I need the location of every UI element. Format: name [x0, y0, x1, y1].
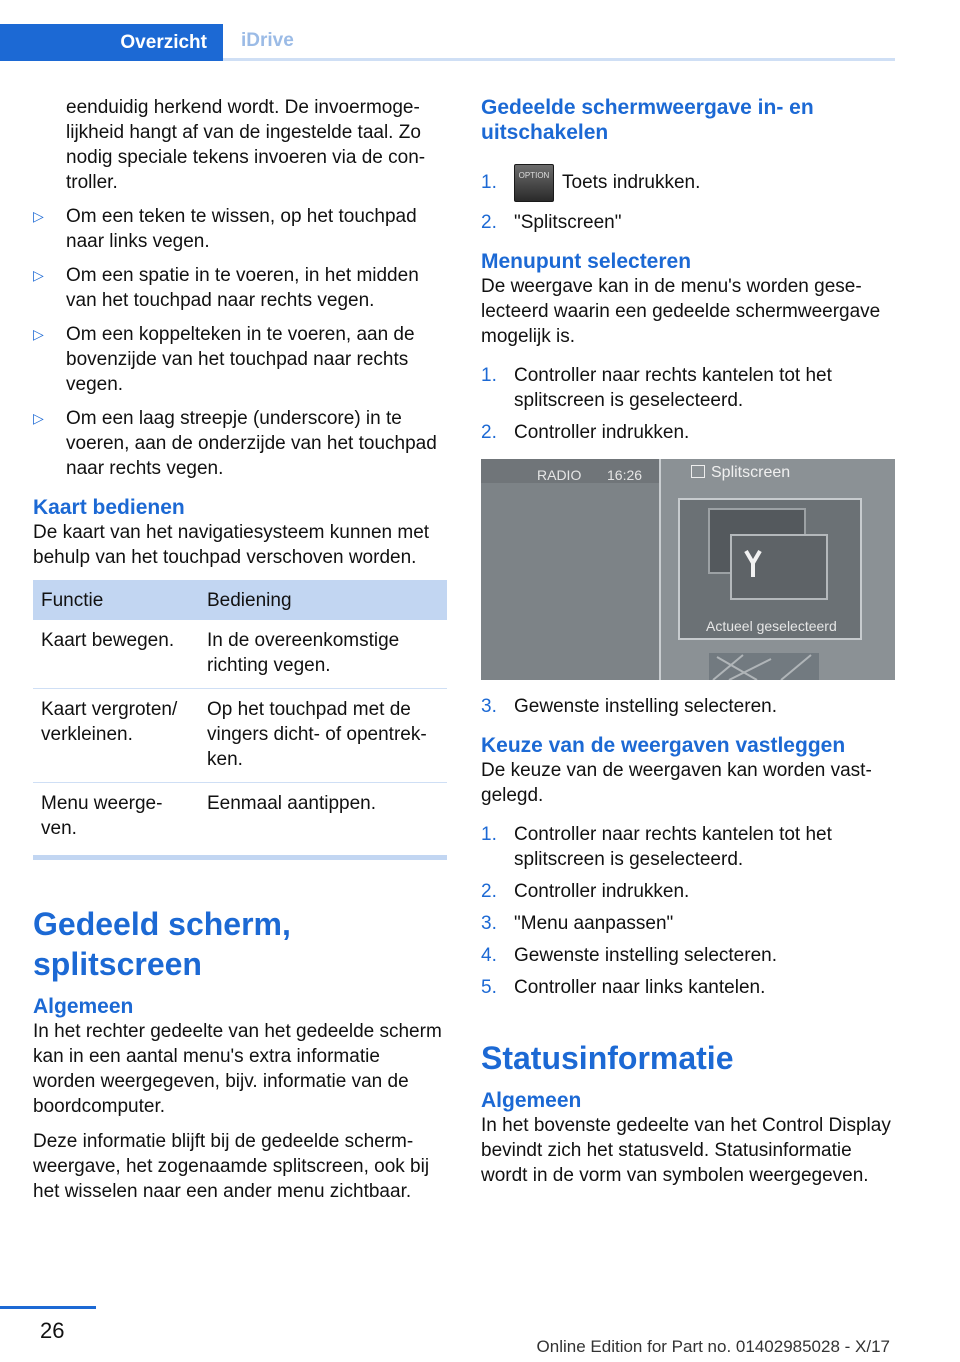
table-cell: Kaart bewegen. — [33, 620, 199, 689]
table-cell: Menu weergeven. — [33, 783, 199, 858]
left-column — [33, 95, 447, 1214]
map-heading: Kaart bedienen — [33, 496, 185, 519]
menu-steps — [481, 363, 895, 445]
swipe-bullets — [33, 204, 447, 481]
menu-steps-continued — [481, 694, 895, 719]
triangle-bullet-icon: ▷ — [33, 208, 44, 224]
footer-rule — [0, 1306, 96, 1309]
menu-text: De weergave kan in de menu's worden geselecteerd waarin een gedeelde schermweergave mogelijk is. — [481, 276, 881, 347]
fix-text: De keuze van de weergaven kan worden vastgelegd. — [481, 760, 872, 806]
status-title: Statusinformatie — [481, 1040, 734, 1076]
list-item: 2. Controller indrukken. — [481, 422, 690, 443]
status-text: In het bovenste gedeelte van het Control Display bevindt zich het statusveld. Statusinformatie wordt in de vorm van symbolen weergegeven. — [481, 1115, 891, 1186]
tab-idrive[interactable]: iDrive — [223, 24, 895, 61]
table-header-bediening: Bediening — [199, 580, 447, 620]
screenshot-panel-title: Splitscreen — [711, 464, 791, 481]
list-item: 5. Controller naar links kantelen. — [481, 977, 766, 998]
option-key-icon — [514, 164, 554, 202]
fix-steps — [481, 822, 895, 1000]
screenshot-caption: Actueel geselecteerd — [706, 618, 837, 634]
header-tabs — [0, 0, 895, 62]
table-header-functie: Functie — [33, 580, 199, 620]
list-item: 1. Controller naar rechts kantelen tot het splitscreen is geselecteerd. — [481, 824, 832, 870]
page-number: 26 — [40, 1318, 65, 1343]
status-heading: Algemeen — [481, 1089, 582, 1112]
list-item: ▷ Om een koppelteken in te voeren, aan de bovenzijde van het touchpad naar rechts vegen. — [33, 324, 415, 395]
right-column — [481, 95, 895, 1198]
table-cell: Op het touchpad met de vingers dicht- of opentrekken. — [199, 689, 447, 783]
list-item: ▷ Om een laag streepje (underscore) in te voeren, aan de onderzijde van het touchpad naar rechts vegen. — [33, 408, 437, 479]
list-item: 2. "Splitscreen" — [481, 212, 622, 233]
tab-overzicht[interactable]: Overzicht — [0, 24, 223, 61]
toggle-heading: Gedeelde schermweergave in- en uitschakelen — [481, 96, 814, 144]
intro-text: eenduidig herkend wordt. De invoermogelijkheid hangt af van de ingestelde taal. Zo nodig speciale tekens invoeren via de controller. — [66, 97, 426, 193]
triangle-bullet-icon: ▷ — [33, 410, 44, 426]
list-item: ▷ Om een spatie in te voeren, in het midden van het touchpad naar rechts vegen. — [33, 265, 419, 311]
triangle-bullet-icon: ▷ — [33, 267, 44, 283]
list-item: 4. Gewenste instelling selecteren. — [481, 945, 777, 966]
edition-note: Online Edition for Part no. 01402985028 - X/17 — [536, 1337, 890, 1356]
table-row — [33, 620, 447, 689]
table-cell: Kaart vergroten/ verkleinen. — [33, 689, 199, 783]
general-heading: Algemeen — [33, 995, 134, 1018]
screenshot-time: 16:26 — [607, 467, 643, 483]
list-item: 2. Controller indrukken. — [481, 881, 690, 902]
list-item: 1. Controller naar rechts kantelen tot het splitscreen is geselecteerd. — [481, 365, 832, 411]
checkbox-icon — [691, 465, 705, 478]
list-item: 3. Gewenste instelling selecteren. — [481, 696, 777, 717]
triangle-bullet-icon: ▷ — [33, 326, 44, 342]
table-row — [33, 689, 447, 783]
fix-heading: Keuze van de weergaven vastleggen — [481, 734, 846, 757]
menu-heading: Menupunt selecteren — [481, 250, 692, 273]
list-item: 3. "Menu aanpassen" — [481, 913, 674, 934]
screenshot-radio-label: RADIO — [537, 467, 582, 483]
toggle-steps — [481, 163, 895, 235]
table-cell: Eenmaal aantippen. — [199, 783, 447, 858]
splitscreen-screenshot — [481, 459, 895, 680]
list-item: 1. OPTION Toets indrukken. — [481, 163, 895, 203]
general-text-2: Deze informatie blijft bij de gedeelde schermweergave, het zogenaamde splitscreen, ook bij het wisselen naar een ander menu zichtbaar. — [33, 1131, 430, 1202]
general-text-1: In het rechter gedeelte van het gedeelde scherm kan in een aantal menu's extra informatie worden weergegeven, bijv. informatie van de boordcomputer. — [33, 1021, 442, 1117]
split-title: Gedeeld scherm, splitscreen — [33, 906, 291, 982]
map-text: De kaart van het navigatiesysteem kunnen met behulp van het touchpad verschoven worden. — [33, 522, 430, 568]
map-controls-table — [33, 580, 447, 860]
table-header-row — [33, 580, 447, 620]
option-key-label: OPTION — [518, 170, 550, 180]
table-cell: In de overeenkomstige richting vegen. — [199, 620, 447, 689]
list-item: ▷ Om een teken te wissen, op het touchpad naar links vegen. — [33, 206, 417, 252]
table-row — [33, 783, 447, 858]
